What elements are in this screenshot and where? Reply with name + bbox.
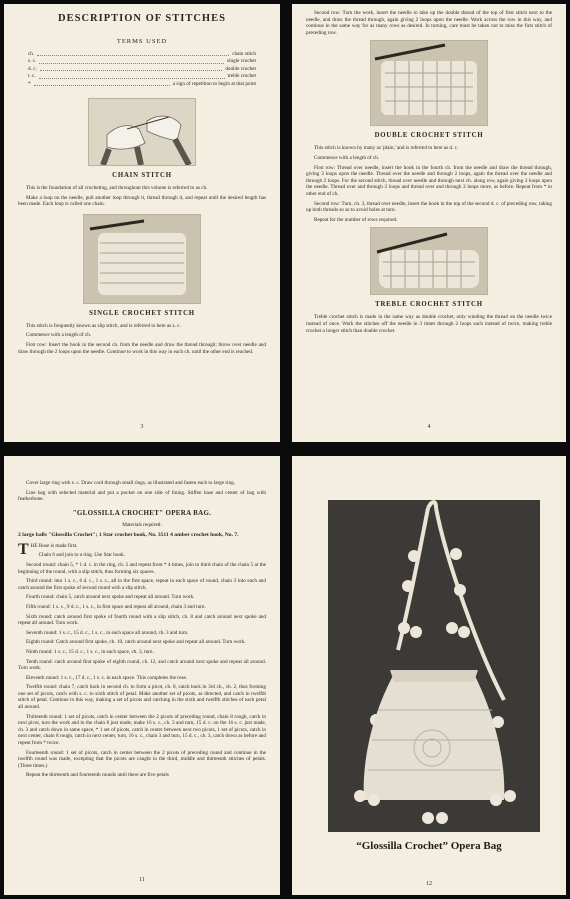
leader-dots	[34, 81, 170, 86]
paragraph: Fifth round: 1 s. c., 9 d. c., 1 s. c., in first space and repeat all around, chain 3 and turn.	[26, 603, 206, 610]
paragraph: Commence with a length of ch.	[26, 332, 92, 339]
paragraph-text: HE Rose is made first.	[30, 542, 78, 549]
drop-cap: T	[18, 540, 29, 558]
paragraph: Third round: into 1 s. c., 6 d. c., 1 s. c., all in the first space, repeat in each space of round, chain 3 into each and catch around the first spoke of second round with a slip stitch.	[18, 578, 266, 591]
materials-heading: Materials required:	[122, 521, 162, 528]
abbreviation: ch.	[28, 51, 35, 57]
page-12	[292, 456, 566, 895]
leader-dots	[39, 58, 224, 63]
page-3	[4, 4, 280, 442]
abbreviation-meaning: single crochet	[227, 58, 256, 65]
page-title: DESCRIPTION OF STITCHES	[58, 13, 226, 24]
leader-dots	[40, 66, 223, 71]
paragraph: This stitch is frequently known as slip stitch, and is referred to here as s. c.	[26, 322, 181, 329]
page-number: 12	[426, 881, 432, 887]
paragraph: Line bag with selected material and put a pocket on one side of lining. Stiffen base and center of bag with featherbone.	[18, 489, 266, 503]
abbreviation: d. c.	[28, 65, 37, 72]
paragraph: Tenth round: catch around first spoke of eighth round, ch. 12, and catch around next spoke and repeat all around. Turn work.	[18, 658, 266, 672]
pattern-instructions	[18, 540, 266, 779]
chain-stitch-caption: CHAIN STITCH	[112, 172, 172, 180]
paragraph: First row: Insert the hook in the second ch. from the needle and draw the thread through; throw over needle and draw through the 2 loops upon the needle. Continue to work in this way in each ch. until the other end is reached.	[18, 342, 266, 355]
abbreviation-row	[28, 66, 256, 73]
paragraph: Repeat the thirteenth and fourteenth rounds until there are five petals	[26, 772, 169, 779]
paragraph: Second row: Turn, ch. 3, thread over needle, insert the hook in the top of the second d. c. of preceding row, taking up both threads so as to avoid holes at turn.	[306, 200, 552, 214]
abbreviation-row	[28, 73, 256, 80]
chain-stitch-photo	[88, 98, 196, 166]
paragraph: Make a loop on the needle, pull another loop through it, thread through it, and repeat until the desired length has been made. Each loop is called one chain.	[18, 194, 266, 208]
abbreviation-list	[28, 51, 256, 88]
abbreviation-meaning: a sign of repetition to begin at that point	[172, 80, 256, 87]
paragraph: Fourth round: chain 5, catch around next spoke and repeat all around. Turn work.	[26, 594, 195, 601]
paragraph: Fourteenth round: 1 set of picots, catch in center between the 2 picots of preceding round and continue in the twelfth round was made, excepting that the picots are caught in the third, middle and thirteenth stitches of petals. (Three times.)	[18, 749, 266, 769]
crochet-swatch-image	[371, 41, 487, 125]
paragraph: This is the foundation of all crocheting, and throughout this volume is referred to as ch.	[26, 185, 208, 192]
paragraph: Cover large ring with s. c. Draw cord through small rings, as illustrated and fasten each to large ring.	[26, 480, 235, 486]
page-number: 3	[140, 424, 144, 430]
abbreviation: *	[28, 80, 31, 87]
abbreviation-row	[28, 58, 256, 65]
paragraph: Twelfth round: chain 7, catch back in second ch. to form a picot, ch. 8, catch back in 3rd ch., ch. 2, thus forming one set of picots, catch with s. c. to sixth stitch of petal. Make another set of picots, as directed, and catch in twelfth stitch of petal. Continue in this way, making a set of picots and catching in the sixth and twelfth stitches of each petal all around.	[18, 684, 266, 711]
paragraph: First row: Thread over needle, insert the hook in the fourth ch. from the needle and draw the thread through, giving 3 loops upon the needle. Thread over the needle and through 2 loops, again the thread over the needle and through 2 loops. For the second stitch, thread over needle and through next ch. along row, again giving 3 loops upon the needle. Thread over and through 2 loops and thread over and through 2 loops more, as before. Repeat from * to other end of ch.	[306, 164, 552, 197]
treble-crochet-photo	[370, 227, 488, 295]
opera-bag-image	[328, 500, 540, 832]
page-11	[4, 456, 280, 895]
paragraph: Second row: Turn the work, insert the needle to take up the double thread of the top of first stitch next to the needle, and draw the thread through, again giving 2 loops upon the needle. Work across the row in this way, and continue in the same way for as many rows as desired. In turning, care must be taken not to miss the first stitch of preceding row.	[306, 10, 552, 36]
paragraph: Eleventh round: 1 s. c., 17 d. c., 1 s. c. in each space. This completes the rose.	[26, 674, 188, 681]
opera-bag-photo	[328, 500, 540, 832]
abbreviation-row	[28, 81, 256, 88]
double-crochet-photo	[370, 40, 488, 126]
paragraph: Ninth round: 1 s. c., 15 d. c., 1 s. c., in each space, ch. 3, turn.	[26, 648, 154, 655]
materials-list: 2 large balls "Glossilla Crochet"; 1 Star crochet book, No. 3511 4 amber crochet hook, No. 7.	[18, 531, 239, 538]
abbreviation-meaning: double crochet	[225, 65, 256, 72]
leader-dots	[37, 51, 229, 56]
paragraph: Repeat for the number of rows required.	[314, 216, 398, 223]
paragraph: Seventh round: 1 s. c., 15 d. c., 1 s. c., in each space all around, ch. 3 and turn.	[26, 629, 189, 636]
single-crochet-caption: SINGLE CROCHET STITCH	[89, 309, 195, 317]
paragraph: Second round: chain 5, * 1 d. c. in the ring, ch. 2 and repeat from * 4 times, join to third chain of the chain 5 at the beginning of the round, with a slip stitch, thus forming six spaces.	[18, 561, 266, 575]
page-4	[292, 4, 566, 442]
paragraph: Sixth round: catch around first spoke of fourth round with a slip stitch, ch. 8 and catch around next spoke and repeat all around. Turn work.	[18, 613, 266, 627]
crochet-swatch-image	[371, 228, 487, 294]
photo-caption: “Glossilla Crochet” Opera Bag	[356, 840, 502, 852]
paragraph: Thirteenth round: 1 set of picots, catch in center between the 2 picots of preceding round, chain 8 rough, catch in next picot, turn the work and in the chain 8 just made, make 16 s. c., ch. 3 and turn, 15 d. c. on the 16 s. c. just made, ch. 3 and catch down in same space, * 1 set of picots, catch in center between next two picots, 1 set of picots, catch in next center, chain 8 rough, catch in next center, turn, 16 s. c., chain 3 and turn, 15 d. c., ch. 3, catch down as before and repeat from * twice.	[18, 713, 266, 747]
abbreviation: s. c.	[28, 58, 37, 65]
treble-crochet-caption: TREBLE CROCHET STITCH	[375, 301, 483, 309]
single-crochet-photo	[83, 214, 201, 304]
leader-dots	[39, 73, 225, 78]
paragraph: Commence with a length of ch.	[314, 154, 380, 161]
paragraph: Eighth round: Catch around first spoke, ch. 10, catch around next spoke and repeat all around. Turn work.	[26, 639, 246, 646]
double-crochet-caption: DOUBLE CROCHET STITCH	[374, 132, 484, 140]
paragraph: Treble crochet stitch is made in the same way as double crochet, only winding the thread on the needle twice instead of once. Work the stitches off the needle in 3 times through 2 loops each instead of twice, making treble crochet a longer stitch than double crochet.	[306, 314, 552, 334]
paragraph: Chain 6 and join to a ring. Use Star hook.	[38, 552, 125, 559]
abbreviation-row	[28, 51, 256, 58]
crochet-swatch-image	[84, 215, 200, 303]
paragraph: This stitch is known by many as 'plain,' and is referred to here as d. c.	[314, 145, 459, 152]
terms-heading: TERMS USED	[116, 38, 168, 45]
page-number: 11	[139, 877, 145, 883]
hands-crocheting-image	[89, 99, 195, 165]
pattern-title: "GLOSSILLA CROCHET" OPERA BAG.	[72, 508, 212, 517]
abbreviation-meaning: chain stitch	[232, 51, 256, 57]
page-number: 4	[427, 424, 431, 430]
abbreviation-meaning: treble crochet	[227, 73, 256, 80]
abbreviation: t. c.	[28, 73, 36, 80]
